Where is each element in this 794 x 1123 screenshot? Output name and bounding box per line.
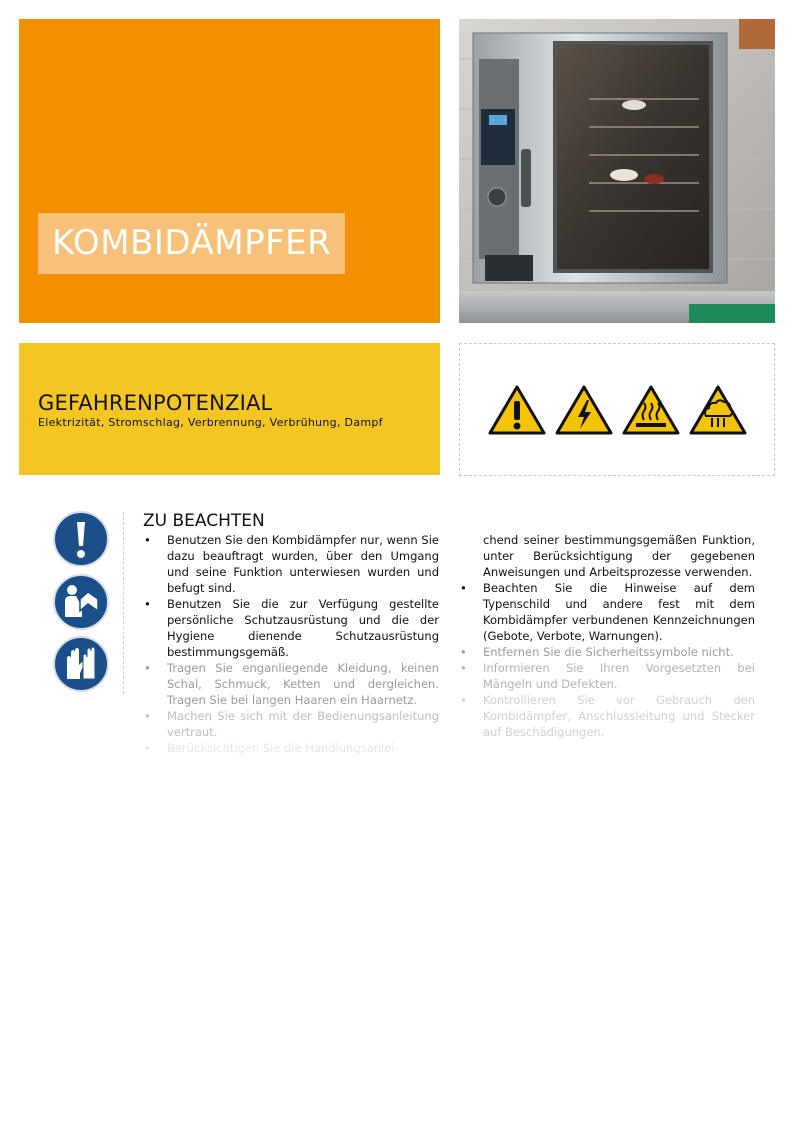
list-item: • Benutzen Sie die zur Verfügung gestellte persönliche Schutzausrüstung und die der Hygiene dienende Schutzausrüstung bestimmungsgemäß. — [143, 596, 439, 660]
list-item: chend seiner bestimmungsgemäßen Funktion, unter Berücksichtigung der gegebenen Anweisungen und Arbeitsprozesse verwenden. — [483, 533, 755, 579]
general-warning-icon — [487, 384, 547, 436]
list-item: • Beachten Sie die Hinweise auf dem Typenschild und andere fest mit dem Kombidämpfer verbundenen Kennzeichnungen (Gebote, Verbote, Warnungen). — [459, 580, 755, 644]
warning-signs-panel — [459, 343, 775, 476]
list-item: • Tragen Sie enganliegende Kleidung, keinen Schal, Schmuck, Ketten und dergleichen. Tragen Sie bei langen Haaren ein Haarnetz. — [143, 660, 439, 708]
divider — [123, 512, 124, 694]
title-panel — [19, 19, 440, 323]
hazard-heading: GEFAHRENPOTENZIAL — [38, 391, 273, 415]
notes-heading: ZU BEACHTEN — [143, 511, 265, 531]
page-title: KOMBIDÄMPFER — [38, 213, 345, 274]
general-mandatory-icon — [52, 510, 110, 568]
wear-gloves-icon — [52, 635, 110, 693]
list-item: • Machen Sie sich mit der Bedienungsanleitung vertraut. — [143, 708, 439, 740]
list-item: • Berücksichtigen Sie die Handlungsanlei- — [143, 740, 439, 756]
list-item: • Benutzen Sie den Kombidämpfer nur, wenn Sie dazu beauftragt wurden, über den Umgang und seine Funktion unterwiesen wurden und befugt sind. — [143, 532, 439, 596]
combi-steamer-photo — [459, 19, 775, 323]
electricity-warning-icon — [554, 384, 614, 436]
list-item: • Kontrollieren Sie vor Gebrauch den Kombidämpfer, Anschlussleitung und Stecker auf Beschädigungen. — [459, 692, 755, 740]
steam-warning-icon — [688, 384, 748, 436]
hot-surface-warning-icon — [621, 384, 681, 436]
list-item: • Informieren Sie Ihren Vorgesetzten bei Mängeln und Defekten. — [459, 660, 755, 692]
read-manual-icon — [52, 573, 110, 631]
hazard-subtitle: Elektrizität, Stromschlag, Verbrennung, Verbrühung, Dampf — [38, 416, 383, 429]
hazard-panel — [19, 343, 440, 475]
notes-column-1 — [143, 532, 439, 756]
notes-column-2 — [459, 532, 755, 740]
list-item: • Entfernen Sie die Sicherheitssymbole nicht. — [459, 644, 755, 660]
